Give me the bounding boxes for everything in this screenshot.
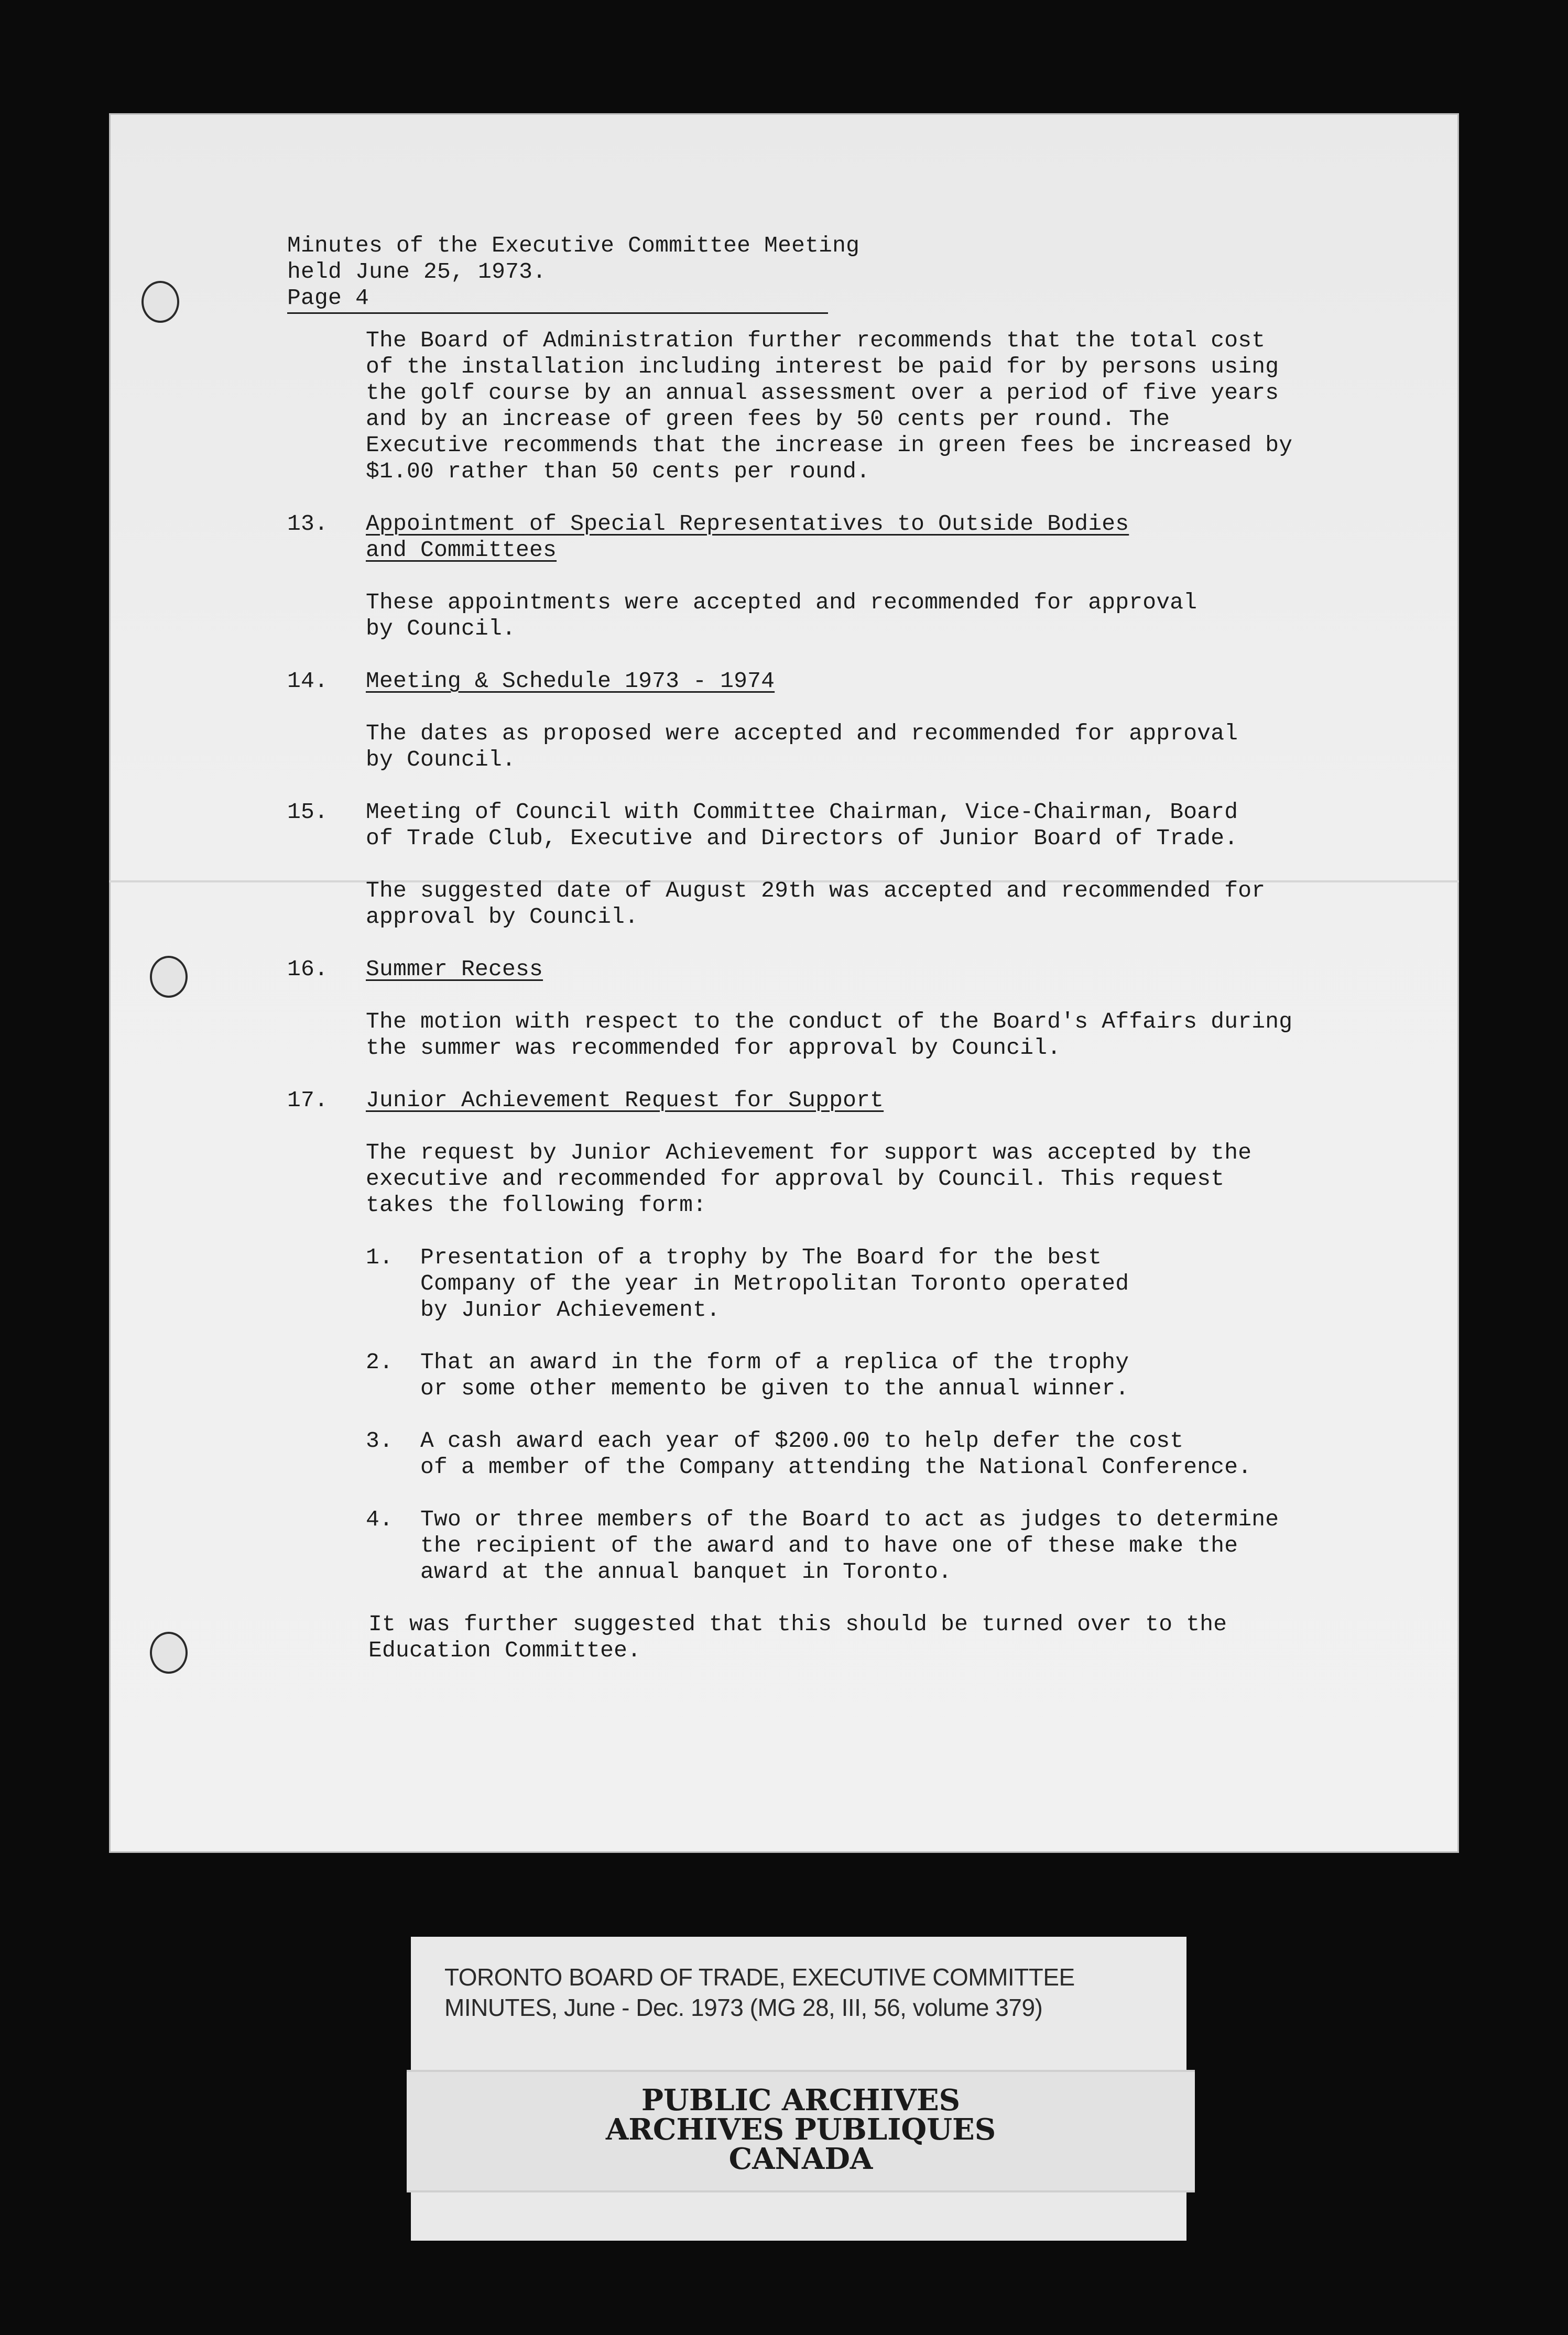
archive-reference-line2: MINUTES, June - Dec. 1973 (MG 28, III, 56, volume 379) xyxy=(444,1994,1043,2021)
punch-hole-icon xyxy=(141,281,179,323)
agenda-item xyxy=(287,668,1398,773)
stamp-line-english: PUBLIC ARCHIVES xyxy=(641,2083,961,2118)
archive-reference-line1: TORONTO BOARD OF TRADE, EXECUTIVE COMMITTEE xyxy=(444,1963,1075,1991)
header-rule xyxy=(287,312,828,314)
list-item-number: 4. xyxy=(366,1507,394,1532)
list-item-text: That an award in the form of a replica of the trophy or some other memento be given to the annual winner. xyxy=(420,1349,1129,1401)
item-title: Summer Recess xyxy=(366,956,543,982)
item-body: The request by Junior Achievement for support was accepted by the executive and recommended for approval by Council. This request takes the following form: xyxy=(366,1140,1252,1218)
agenda-item xyxy=(287,1087,1398,1218)
archive-reference xyxy=(444,1962,1075,2023)
item-number: 17. xyxy=(287,1087,329,1113)
item-title: Appointment of Special Representatives to Outside Bodies and Committees xyxy=(366,511,1129,563)
agenda-item xyxy=(287,511,1398,642)
list-item xyxy=(366,1428,1398,1480)
punch-hole-icon xyxy=(150,1632,188,1674)
archive-stamp xyxy=(407,2070,1195,2192)
header-page-number: Page 4 xyxy=(287,285,369,311)
list-item xyxy=(366,1507,1398,1585)
list-item-text: Presentation of a trophy by The Board for the best Company of the year in Metropolitan Toronto operated by Junior Achievement. xyxy=(420,1245,1129,1323)
stamp-line-country: CANADA xyxy=(728,2142,873,2176)
document-page xyxy=(109,113,1459,1853)
minutes-content xyxy=(287,233,1398,1664)
item-number: 13. xyxy=(287,511,329,537)
item-number: 14. xyxy=(287,668,329,694)
header-date: held June 25, 1973. xyxy=(287,259,547,285)
item-body: The suggested date of August 29th was accepted and recommended for approval by Council. xyxy=(366,878,1266,930)
agenda-item xyxy=(287,956,1398,1061)
list-item-number: 2. xyxy=(366,1349,394,1375)
item-title: Junior Achievement Request for Support xyxy=(366,1087,884,1113)
list-item-number: 1. xyxy=(366,1245,394,1270)
item-title: Meeting & Schedule 1973 - 1974 xyxy=(366,668,775,694)
closing-paragraph: It was further suggested that this should be turned over to the Education Committee. xyxy=(368,1611,1227,1663)
item-body: These appointments were accepted and recommended for approval by Council. xyxy=(366,590,1197,641)
intro-paragraph: The Board of Administration further recommends that the total cost of the installation including interest be paid for by persons using the golf course by an annual assessment over a period of five years and by an increase of green fees by 50 cents per round. The Executive recommends that the increase in green fees be increased by $1.00 rather than 50 cents per round. xyxy=(366,328,1293,484)
item-body: The dates as proposed were accepted and recommended for approval by Council. xyxy=(366,721,1238,772)
agenda-item xyxy=(287,799,1398,930)
header-title: Minutes of the Executive Committee Meeting xyxy=(287,233,860,258)
archive-label-card xyxy=(411,1937,1186,2241)
stamp-line-french: ARCHIVES PUBLIQUES xyxy=(605,2112,996,2147)
list-item xyxy=(366,1245,1398,1323)
item-body: The motion with respect to the conduct of the Board's Affairs during the summer was recommended for approval by Council. xyxy=(366,1009,1293,1061)
page-header xyxy=(287,233,1398,314)
punch-hole-icon xyxy=(150,956,188,998)
list-item-number: 3. xyxy=(366,1428,394,1454)
item-number: 16. xyxy=(287,956,329,982)
list-item xyxy=(366,1349,1398,1402)
item-number: 15. xyxy=(287,799,329,825)
item-title: Meeting of Council with Committee Chairman, Vice-Chairman, Board of Trade Club, Executive and Directors of Junior Board of Trade. xyxy=(366,799,1238,851)
list-item-text: Two or three members of the Board to act as judges to determine the recipient of the award and to have one of these make the award at the annual banquet in Toronto. xyxy=(420,1507,1279,1585)
list-item-text: A cash award each year of $200.00 to help defer the cost of a member of the Company attending the National Conference. xyxy=(420,1428,1252,1480)
